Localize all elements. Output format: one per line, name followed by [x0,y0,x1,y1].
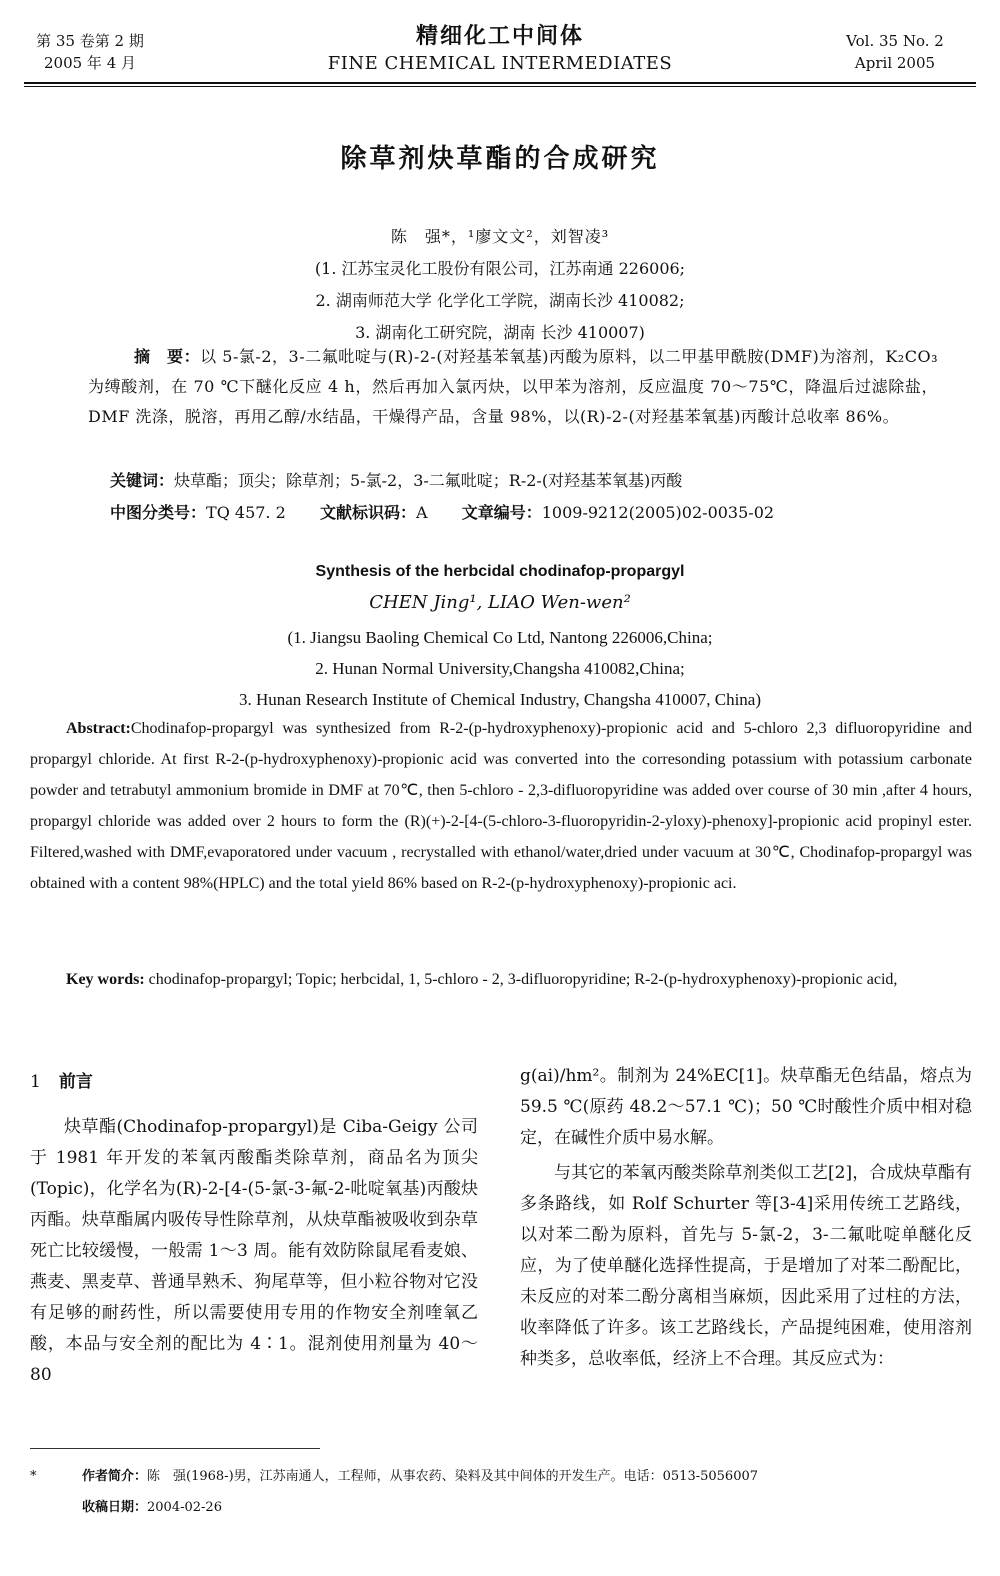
abstract-cn-text: 以 5-氯-2，3-二氟吡啶与(R)-2-(对羟基苯氧基)丙酸为原料，以二甲基甲酰胺(DMF)为溶剂，K₂CO₃为缚酸剂，在 70 ℃下醚化反应 4 h，然后再加入氯丙炔，以甲苯为溶剂，反应温度 70～75℃，降温后过滤除盐，DMF 洗涤，脱溶，再用乙醇/水结晶，干燥得产品，含量 98%，以(R)-2-(对羟基苯氧基)丙酸计总收率 86%。 [88,347,938,426]
affiliation-cn-2: 2. 湖南师范大学 化学化工学院，湖南长沙 410082; [315,291,685,310]
clc-label: 中图分类号： [110,503,207,522]
journal-name-cn: 精细化工中间体 [415,24,584,49]
footnote-star: * [30,1469,37,1484]
doc-code-value: A [415,503,428,522]
affiliation-en-2: 2. Hunan Normal University,Changsha 410082,China; [315,659,685,678]
affiliation-en-1: (1. Jiangsu Baoling Chemical Co Ltd, Nantong 226006,China; [287,628,713,647]
clc-value: TQ 457. 2 [206,503,286,522]
section-number: 1 [30,1072,41,1092]
journal-name [250,22,750,76]
footnote-rule [30,1448,320,1449]
body-paragraph-right-1: g(ai)/hm²。制剂为 24%EC[1]。炔草酯无色结晶，熔点为 59.5 ℃(原药 48.2～57.1 ℃)；50 ℃时酸性介质中相对稳定，在碱性介质中易水解。 [520,1066,972,1148]
abstract-en [30,713,972,899]
footnote-label: 作者简介： [82,1469,148,1484]
body-paragraph-left: 炔草酯(Chodinafop-propargyl)是 Ciba-Geigy 公司于 1981 年开发的苯氧丙酸酯类除草剂，商品名为顶尖(Topic)，化学名为(R)-2-[4-(5-氯-3-氟-2-吡啶氧基)丙酸炔丙酯。炔草酯属内吸传导性除草剂，从炔草酯被吸收到杂草死亡比较缓慢，一般需 1～3 周。能有效防除鼠尾看麦娘、燕麦、黑麦草、普通旱熟禾、狗尾草等，但小粒谷物对它没有足够的耐药性，所以需要使用专用的作物安全剂喹氧乙酸，本品与安全剂的配比为 4∶1。混剂使用剂量为 40～80 [30,1117,478,1385]
classification-cn [110,498,938,528]
article-no-value: 1009-9212(2005)02-0035-02 [541,503,775,522]
keywords-cn-label: 关键词： [110,471,175,490]
issue-volume-en: Vol. 35 No. 2 [846,32,944,50]
footnote-text: 陈 强(1968-)男，江苏南通人，工程师，从事农药、染料及其中间体的开发生产。电话：0513-5056007 [147,1469,759,1484]
section-heading [30,1067,478,1098]
footnote-author [30,1467,758,1487]
affiliation-en-3: 3. Hunan Research Institute of Chemical Industry, Changsha 410007, China) [238,690,761,709]
issue-info-en [840,30,950,74]
header-rule-thick [24,82,976,84]
body-column-right [520,1061,972,1375]
keywords-cn-text: 炔草酯；顶尖；除草剂；5-氯-2，3-二氟吡啶；R-2-(对羟基苯氧基)丙酸 [174,471,683,490]
issue-info [30,30,150,74]
issue-date: 2005 年 4 月 [43,54,137,72]
issue-volume: 第 35 卷第 2 期 [36,32,144,50]
section-title: 前言 [58,1072,93,1092]
affiliation-cn-3: 3. 湖南化工研究院，湖南 长沙 410007) [355,323,645,342]
body-column-left [30,1061,478,1391]
keywords-en-label: Key words: [66,971,145,988]
article-no-label: 文章编号： [461,503,542,522]
journal-name-en: FINE CHEMICAL INTERMEDIATES [327,53,673,74]
body-paragraph-right-2: 与其它的苯氧丙酸类除草剂类似工艺[2]，合成炔草酯有多条路线，如 Rolf Schurter 等[3-4]采用传统工艺路线，以对苯二酚为原料，首先与 5-氯-2，3-二氟吡啶单醚化反应，为了使单醚化选择性提高，于是增加了对苯二酚配比，未反应的对苯二酚分离相当麻烦，因此采用了过柱的方法，收率降低了许多。该工艺路线长，产品提纯困难，使用溶剂种类多，总收率低，经济上不合理。其反应式为： [520,1163,972,1369]
authors-cn: 陈 强*，¹廖文文²，刘智凌³ [390,227,610,246]
header-rule-thin [24,86,976,87]
footnote-received [82,1497,222,1519]
issue-date-en: April 2005 [854,54,936,72]
paper-title-cn: 除草剂炔草酯的合成研究 [340,144,660,174]
affiliation-cn-1: (1. 江苏宝灵化工股份有限公司，江苏南通 226006; [314,259,686,278]
abstract-en-text: Chodinafop-propargyl was synthesized from R-2-(p-hydroxyphenoxy)-propionic acid and 5-chloro 2,3 difluoropyridine and propargyl chloride. At first R-2-(p-hydroxyphenoxy)-propionic acid was converted into the corresonding potassium with potassium carbonate powder and tetrabutyl ammonium bromide in DMF at 70℃, then 5-chloro - 2,3-difluoropyridine was added over course of 30 min ,after 4 hours, propargyl chloride was added over 2 hours to form the (R)(+)-2-[4-(5-chloro-3-fluoropyridin-2-yloxy)-phenoxy]-propionic acid propinyl ester. Filtered,washed with DMF,evaporatored under vacuum , recrystalled with ethanol/water,dried under vacuum at 30℃, Chodinafop-propargyl was obtained with a content 98%(HPLC) and the total yield 86% based on R-2-(p-hydroxyphenoxy)-propionic aci. [30,720,972,892]
abstract-en-label: Abstract: [66,720,131,737]
keywords-en [30,964,972,995]
keywords-cn [110,466,938,496]
received-date: 2004-02-26 [147,1500,222,1515]
abstract-cn [88,342,938,432]
keywords-en-text: chodinafop-propargyl; Topic; herbcidal, 1, 5-chloro - 2, 3-difluoropyridine; R-2-(p-hydroxyphenoxy)-propionic acid, [148,971,898,988]
doc-code-label: 文献标识码： [319,503,416,522]
received-label: 收稿日期： [82,1500,148,1515]
paper-title-en: Synthesis of the herbcidal chodinafop-propargyl [315,563,685,580]
authors-en: CHEN Jing¹, LIAO Wen-wen² [369,592,631,613]
abstract-cn-label: 摘 要： [134,347,201,366]
